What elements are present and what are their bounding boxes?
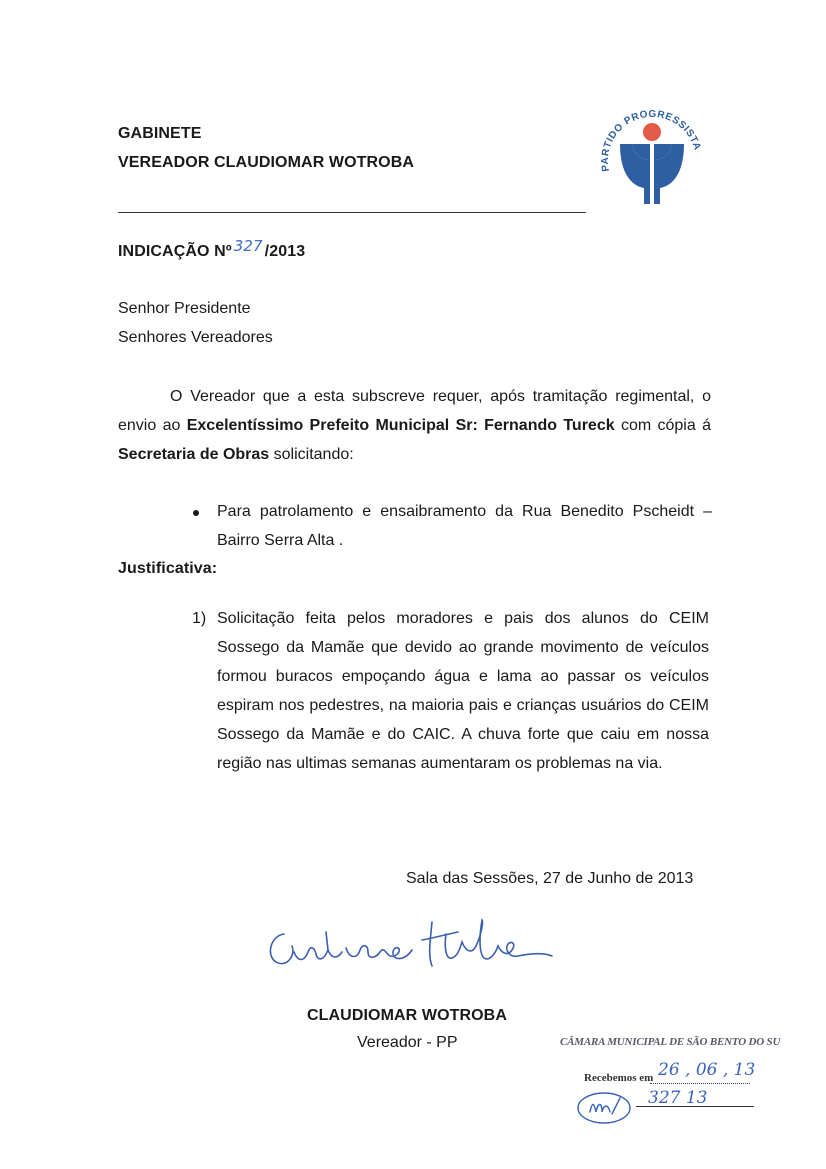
intro-text-2: com cópia á [614, 417, 711, 434]
handwritten-signature [262, 912, 562, 982]
greeting-presidente: Senhor Presidente [118, 300, 251, 317]
signer-name: CLAUDIOMAR WOTROBA [307, 1007, 507, 1024]
intro-prefeito: Excelentíssimo Prefeito Municipal Sr: Fernando Tureck [186, 417, 615, 434]
justificativa-item-marker: 1) [192, 610, 207, 627]
stamp-received-label: Recebemos em [584, 1072, 654, 1084]
greeting-vereadores: Senhores Vereadores [118, 329, 273, 346]
header-divider [118, 212, 586, 213]
signer-role: Vereador - PP [357, 1034, 458, 1051]
request-bullet-text: Para patrolamento e ensaibramento da Rua Benedito Pscheidt – Bairro Serra Alta . [217, 503, 712, 549]
indicacao-prefix: INDICAÇÃO Nº [118, 243, 232, 260]
indicacao-title [118, 237, 306, 261]
stamp-protocol-number: 327 13 [648, 1088, 708, 1108]
stamp-received-date: 26 , 06 , 13 [658, 1060, 756, 1080]
signature-icon [262, 912, 562, 982]
intro-text-3: solicitando: [269, 446, 354, 463]
initials-scribble-icon [576, 1090, 634, 1126]
logo-arc-text: PARTIDO PROGRESSISTA [599, 108, 703, 173]
header-vereador: VEREADOR CLAUDIOMAR WOTROBA [118, 154, 415, 171]
intro-text-1: O Vereador que a esta subscreve requer, após tramitação regimental, o envio ao [118, 388, 711, 434]
stamp-initials [576, 1090, 634, 1126]
partido-progressista-logo-icon [596, 100, 708, 212]
intro-secretaria: Secretaria de Obras [118, 446, 270, 463]
justificativa-heading: Justificativa: [118, 560, 218, 577]
party-logo [596, 100, 708, 212]
justificativa-item-text: Solicitação feita pelos moradores e pais dos alunos do CEIM Sossego da Mamãe que devido ao grande movimento de veículos formou buracos empoçando água e lama ao passar os veículos espiram nos pedestres, na maioria pais e crianças usuários do CEIM Sossego da Mamãe e do CAIC. A chuva forte que caiu em nossa região nas ultimas semanas aumentaram os problemas na via. [217, 610, 709, 772]
stamp-date-line [650, 1083, 750, 1084]
indicacao-suffix: /2013 [264, 243, 306, 260]
bullet-icon [193, 510, 199, 516]
stamp-title: CÂMARA MUNICIPAL DE SÃO BENTO DO SU [560, 1036, 781, 1048]
place-date: Sala das Sessões, 27 de Junho de 2013 [406, 870, 694, 887]
header-gabinete: GABINETE [118, 125, 202, 142]
intro-paragraph [118, 382, 711, 469]
indicacao-number-handwritten: 327 [233, 237, 263, 255]
